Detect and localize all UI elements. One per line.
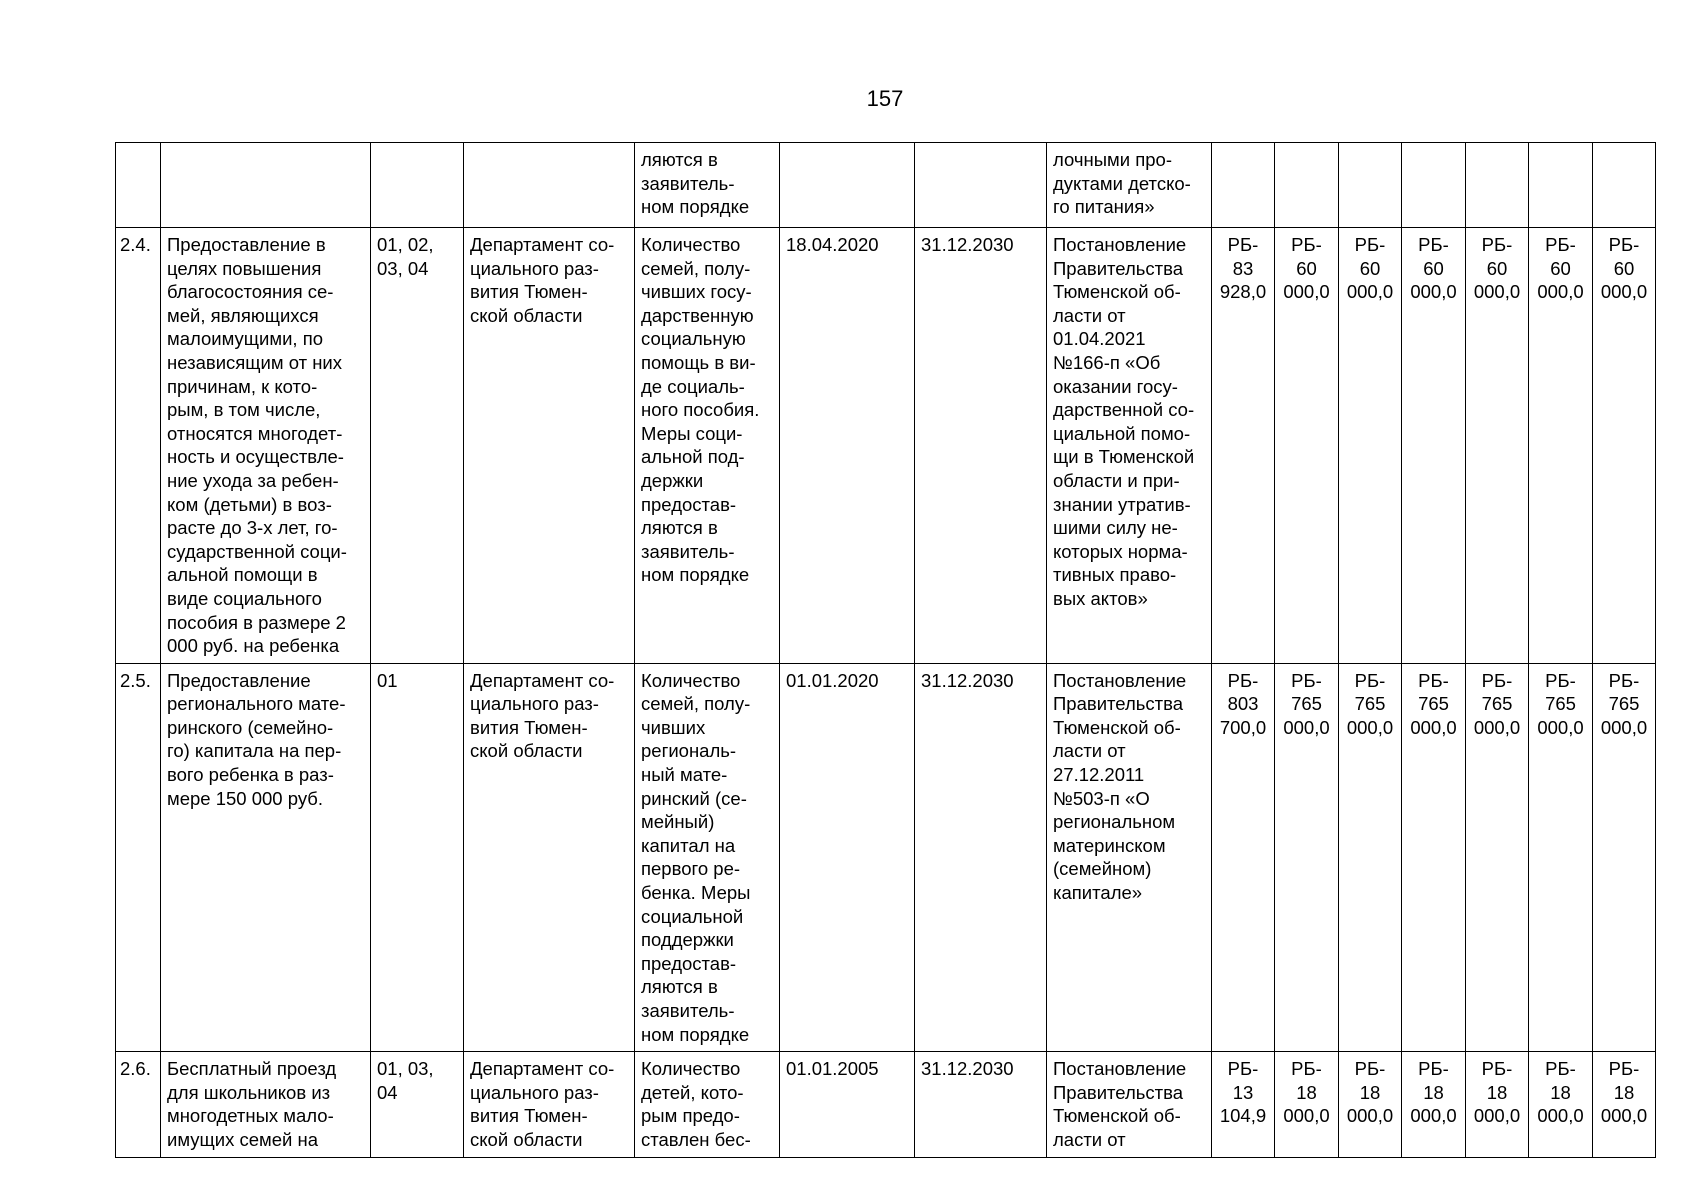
amount-line: 000,0 xyxy=(1346,1105,1394,1127)
measure-name-line: расте до 3-х лет, го- xyxy=(167,517,338,539)
indicator-line: рым предо- xyxy=(641,1105,740,1127)
amount-cell xyxy=(1275,1052,1339,1157)
amount-line: 000,0 xyxy=(1537,716,1584,738)
amount-line: 000,0 xyxy=(1600,1105,1648,1127)
measure-name-line: 000 руб. на ребенка xyxy=(167,635,340,657)
legal-act-line: Постановление xyxy=(1053,1058,1187,1080)
amount-line: 83 xyxy=(1232,257,1254,279)
amount-line: 000,0 xyxy=(1283,1105,1330,1127)
measure-name-line: благосостояния се- xyxy=(167,281,334,303)
amount-line: 765 xyxy=(1418,693,1449,715)
indicator-line: ного пособия. xyxy=(641,399,760,421)
executor-line: ской области xyxy=(470,304,583,326)
indicator-line: семей, полу- xyxy=(641,693,751,715)
legal-act-line: капитале» xyxy=(1053,882,1143,904)
amount-line: 000,0 xyxy=(1346,281,1394,303)
amount-cell xyxy=(1529,143,1593,228)
indicator-line: детей, кото- xyxy=(641,1081,744,1103)
amount-line: РБ- xyxy=(1481,669,1513,691)
executor-line: вития Тюмен- xyxy=(470,716,588,738)
amount-line: РБ- xyxy=(1608,234,1640,255)
indicator-cell xyxy=(635,228,780,664)
amount-line: 13 xyxy=(1232,1081,1254,1103)
amount-line: 803 xyxy=(1227,693,1259,715)
row-number-cell xyxy=(116,143,161,228)
indicator-line: ляются в xyxy=(641,149,718,170)
measure-name-line: многодетных мало- xyxy=(167,1105,334,1127)
legal-act-line: дарственной со- xyxy=(1053,399,1195,421)
codes-cell xyxy=(371,663,464,1052)
end-date-cell: 31.12.2030 xyxy=(915,228,1047,664)
codes-line: 03, 04 xyxy=(377,257,429,279)
indicator-line: ляются в xyxy=(641,976,718,998)
amount-line: РБ- xyxy=(1227,1058,1259,1080)
legal-act-line: области и при- xyxy=(1053,469,1180,491)
amount-cell xyxy=(1275,143,1339,228)
amount-cell xyxy=(1212,663,1275,1052)
legal-act-line: лочными про- xyxy=(1053,149,1172,170)
measure-name-line: Предоставление в xyxy=(167,234,326,255)
indicator-line: заявитель- xyxy=(641,172,735,194)
measures-table xyxy=(115,142,1656,1158)
legal-act-line: циальной помо- xyxy=(1053,422,1191,444)
legal-act-line: Правительства xyxy=(1053,693,1184,715)
amount-line: 000,0 xyxy=(1410,716,1457,738)
start-date-cell: 18.04.2020 xyxy=(780,228,915,664)
amount-cell xyxy=(1529,1052,1593,1157)
measure-name-line: ность и осуществле- xyxy=(167,446,344,468)
indicator-line: семей, полу- xyxy=(641,257,751,279)
amount-cell xyxy=(1466,228,1529,664)
legal-act-cell xyxy=(1047,143,1212,228)
measure-name-line: рым, в том числе, xyxy=(167,399,321,421)
amount-cell xyxy=(1402,228,1466,664)
legal-act-line: ласти от xyxy=(1053,304,1126,326)
amount-line: 18 xyxy=(1613,1081,1635,1103)
amount-cell xyxy=(1212,228,1275,664)
measure-name-line: ком (детьми) в воз- xyxy=(167,493,332,515)
amount-line: 000,0 xyxy=(1410,1105,1457,1127)
indicator-line: заявитель- xyxy=(641,540,735,562)
indicator-line: ном порядке xyxy=(641,196,750,218)
amount-cell xyxy=(1466,663,1529,1052)
executor-line: циального раз- xyxy=(470,693,599,715)
legal-act-line: Тюменской об- xyxy=(1053,281,1181,303)
amount-line: 928,0 xyxy=(1219,281,1267,303)
legal-act-line: Тюменской об- xyxy=(1053,1105,1181,1127)
indicator-line: поддержки xyxy=(641,929,734,951)
indicator-line: социальную xyxy=(641,328,746,350)
measure-name-line: пособия в размере 2 xyxy=(167,611,346,633)
measure-name-line: альной помощи в xyxy=(167,564,318,586)
codes-cell xyxy=(371,228,464,664)
executor-cell xyxy=(464,143,635,228)
indicator-cell xyxy=(635,143,780,228)
amount-line: 60 xyxy=(1359,257,1381,279)
amount-cell xyxy=(1466,1052,1529,1157)
executor-line: ской области xyxy=(470,1128,583,1150)
measure-name-line: малоимущими, по xyxy=(167,328,324,350)
amount-line: 000,0 xyxy=(1283,716,1330,738)
amount-line: РБ- xyxy=(1545,669,1576,691)
indicator-line: де социаль- xyxy=(641,375,745,397)
measure-name-line: относятся многодет- xyxy=(167,422,343,444)
amount-line: 700,0 xyxy=(1219,716,1267,738)
indicator-line: ляются в xyxy=(641,517,718,539)
amount-line: 104,9 xyxy=(1219,1105,1267,1127)
legal-act-line: №166-п «Об xyxy=(1053,351,1161,373)
executor-line: циального раз- xyxy=(470,257,599,279)
legal-act-line: ласти от xyxy=(1053,1128,1126,1150)
legal-act-cell xyxy=(1047,228,1212,664)
legal-act-line: которых норма- xyxy=(1053,540,1188,562)
amount-line: 765 xyxy=(1608,693,1640,715)
amount-line: 000,0 xyxy=(1537,1105,1584,1127)
amount-line: 60 xyxy=(1423,257,1444,279)
indicator-line: бенка. Меры xyxy=(641,882,751,904)
amount-line: РБ- xyxy=(1608,1058,1640,1080)
indicator-line: ном порядке xyxy=(641,1023,750,1045)
start-date-cell: 01.01.2005 xyxy=(780,1052,915,1157)
indicator-line: предостав- xyxy=(641,952,737,974)
legal-act-line: тивных право- xyxy=(1053,564,1177,586)
measure-name-cell xyxy=(161,143,371,228)
amount-line: РБ- xyxy=(1608,669,1640,691)
legal-act-line: Правительства xyxy=(1053,257,1184,279)
indicator-line: региональ- xyxy=(641,740,737,762)
table-row xyxy=(116,1052,1656,1157)
indicator-line: дарственную xyxy=(641,304,754,326)
executor-line: ской области xyxy=(470,740,583,762)
indicator-line: Количество xyxy=(641,669,741,691)
amount-line: 18 xyxy=(1359,1081,1381,1103)
legal-act-line: го питания» xyxy=(1053,196,1155,218)
amount-cell xyxy=(1275,663,1339,1052)
legal-act-cell xyxy=(1047,663,1212,1052)
measure-name-line: го) капитала на пер- xyxy=(167,740,342,762)
measure-name-line: виде социального xyxy=(167,587,322,609)
legal-act-line: шими силу не- xyxy=(1053,517,1178,539)
executor-line: циального раз- xyxy=(470,1081,599,1103)
end-date-cell xyxy=(915,143,1047,228)
amount-cell xyxy=(1212,1052,1275,1157)
executor-line: вития Тюмен- xyxy=(470,1105,588,1127)
measure-name-line: имущих семей на xyxy=(167,1128,318,1150)
legal-act-line: Постановление xyxy=(1053,234,1187,255)
amount-line: 60 xyxy=(1550,257,1571,279)
start-date-cell xyxy=(780,143,915,228)
measure-name-line: мере 150 000 руб. xyxy=(167,787,324,809)
amount-line: 000,0 xyxy=(1473,1105,1521,1127)
measure-name-line: вого ребенка в раз- xyxy=(167,764,334,786)
amount-line: РБ- xyxy=(1545,234,1576,255)
amount-line: 765 xyxy=(1291,693,1322,715)
measure-name-line: мей, являющихся xyxy=(167,304,319,326)
indicator-line: ном порядке xyxy=(641,564,750,586)
amount-line: РБ- xyxy=(1354,234,1386,255)
table-row xyxy=(116,143,1656,228)
amount-line: РБ- xyxy=(1291,669,1322,691)
amount-line: РБ- xyxy=(1227,669,1259,691)
legal-act-line: Тюменской об- xyxy=(1053,716,1181,738)
legal-act-line: №503-п «О xyxy=(1053,787,1150,809)
measure-name-line: Бесплатный проезд xyxy=(167,1058,337,1080)
measure-name-cell xyxy=(161,228,371,664)
amount-line: РБ- xyxy=(1418,669,1449,691)
legal-act-line: дуктами детско- xyxy=(1053,172,1191,194)
legal-act-line: Постановление xyxy=(1053,669,1187,691)
measure-name-line: независящим от них xyxy=(167,351,343,373)
executor-line: вития Тюмен- xyxy=(470,281,588,303)
amount-line: РБ- xyxy=(1227,234,1259,255)
measure-name-line: целях повышения xyxy=(167,257,322,279)
measure-name-cell xyxy=(161,1052,371,1157)
table-row xyxy=(116,228,1656,664)
amount-line: 000,0 xyxy=(1473,716,1521,738)
legal-act-line: Правительства xyxy=(1053,1081,1184,1103)
amount-line: РБ- xyxy=(1418,234,1449,255)
executor-cell xyxy=(464,228,635,664)
amount-cell xyxy=(1339,143,1402,228)
measure-name-line: причинам, к кото- xyxy=(167,375,318,397)
amount-line: 000,0 xyxy=(1410,281,1457,303)
codes-line: 01, 02, xyxy=(377,234,434,255)
amount-line: 18 xyxy=(1550,1081,1571,1103)
amount-line: РБ- xyxy=(1481,234,1513,255)
codes-cell xyxy=(371,143,464,228)
indicator-line: ринский (се- xyxy=(641,787,747,809)
legal-act-line: 01.04.2021 xyxy=(1053,328,1146,350)
page-number: 157 xyxy=(866,86,904,111)
indicator-line: чивших xyxy=(641,716,706,738)
executor-line: Департамент со- xyxy=(470,669,615,691)
codes-line: 01, 03, xyxy=(377,1058,434,1080)
executor-line: Департамент со- xyxy=(470,234,615,255)
codes-line: 01 xyxy=(377,669,398,691)
amount-line: 18 xyxy=(1423,1081,1444,1103)
row-number-cell: 2.5. xyxy=(116,663,161,1052)
legal-act-line: знании утратив- xyxy=(1053,493,1191,515)
row-number-cell: 2.4. xyxy=(116,228,161,664)
indicator-line: ный мате- xyxy=(641,764,728,786)
amount-cell xyxy=(1339,1052,1402,1157)
indicator-line: предостав- xyxy=(641,493,737,515)
row-number-cell: 2.6. xyxy=(116,1052,161,1157)
legal-act-line: ласти от xyxy=(1053,740,1126,762)
indicator-line: держки xyxy=(641,469,704,491)
amount-line: 000,0 xyxy=(1346,716,1394,738)
amount-line: РБ- xyxy=(1354,669,1386,691)
legal-act-line: щи в Тюменской xyxy=(1053,446,1195,468)
amount-line: 000,0 xyxy=(1537,281,1584,303)
indicator-line: альной под- xyxy=(641,446,745,468)
indicator-line: чивших госу- xyxy=(641,281,752,303)
amount-cell xyxy=(1402,1052,1466,1157)
executor-cell xyxy=(464,1052,635,1157)
amount-line: РБ- xyxy=(1418,1058,1449,1080)
amount-line: 000,0 xyxy=(1473,281,1521,303)
indicator-line: социальной xyxy=(641,905,744,927)
indicator-line: помощь в ви- xyxy=(641,351,756,373)
amount-cell xyxy=(1339,663,1402,1052)
measure-name-line: регионального мате- xyxy=(167,693,346,715)
amount-line: РБ- xyxy=(1354,1058,1386,1080)
amount-line: 60 xyxy=(1613,257,1635,279)
amount-cell xyxy=(1339,228,1402,664)
executor-cell xyxy=(464,663,635,1052)
start-date-cell: 01.01.2020 xyxy=(780,663,915,1052)
amount-line: 000,0 xyxy=(1600,281,1648,303)
amount-cell xyxy=(1466,143,1529,228)
amount-line: 60 xyxy=(1296,257,1317,279)
measure-name-line: для школьников из xyxy=(167,1081,331,1103)
amount-line: РБ- xyxy=(1291,234,1322,255)
end-date-cell: 31.12.2030 xyxy=(915,663,1047,1052)
indicator-line: мейный) xyxy=(641,811,715,833)
indicator-cell xyxy=(635,663,780,1052)
amount-line: РБ- xyxy=(1291,1058,1322,1080)
end-date-cell: 31.12.2030 xyxy=(915,1052,1047,1157)
legal-act-line: 27.12.2011 xyxy=(1053,764,1145,786)
amount-line: РБ- xyxy=(1545,1058,1576,1080)
measure-name-line: ринского (семейно- xyxy=(167,716,334,738)
amount-line: 765 xyxy=(1545,693,1576,715)
legal-act-line: оказании госу- xyxy=(1053,375,1178,397)
amount-line: 000,0 xyxy=(1600,716,1648,738)
amount-line: РБ- xyxy=(1481,1058,1513,1080)
indicator-line: Количество xyxy=(641,1058,741,1080)
legal-act-line: региональном xyxy=(1053,811,1176,833)
legal-act-line: вых актов» xyxy=(1053,587,1148,609)
indicator-cell xyxy=(635,1052,780,1157)
measure-name-line: ние ухода за ребен- xyxy=(167,469,339,491)
indicator-line: ставлен бес- xyxy=(641,1128,751,1150)
amount-line: 60 xyxy=(1486,257,1508,279)
measure-name-line: сударственной соци- xyxy=(167,540,347,562)
amount-cell xyxy=(1275,228,1339,664)
amount-line: 765 xyxy=(1481,693,1513,715)
table-row xyxy=(116,663,1656,1052)
indicator-line: Меры соци- xyxy=(641,422,743,444)
executor-line: Департамент со- xyxy=(470,1058,615,1080)
legal-act-line: материнском xyxy=(1053,834,1166,856)
amount-cell xyxy=(1402,663,1466,1052)
amount-cell xyxy=(1529,228,1593,664)
legal-act-line: (семейном) xyxy=(1053,858,1152,880)
indicator-line: капитал на xyxy=(641,834,736,856)
codes-line: 04 xyxy=(377,1081,398,1103)
measure-name-cell xyxy=(161,663,371,1052)
legal-act-cell xyxy=(1047,1052,1212,1157)
amount-line: 18 xyxy=(1486,1081,1508,1103)
amount-cell xyxy=(1212,143,1275,228)
amount-cell xyxy=(1593,143,1656,228)
amount-cell xyxy=(1402,143,1466,228)
indicator-line: Количество xyxy=(641,234,741,255)
indicator-line: заявитель- xyxy=(641,1000,735,1021)
codes-cell xyxy=(371,1052,464,1157)
amount-line: 000,0 xyxy=(1283,281,1330,303)
amount-cell xyxy=(1593,1052,1656,1157)
amount-line: 18 xyxy=(1296,1081,1317,1103)
measure-name-line: Предоставление xyxy=(167,669,311,691)
amount-cell xyxy=(1593,663,1656,1052)
amount-cell xyxy=(1529,663,1593,1052)
amount-line: 765 xyxy=(1354,693,1386,715)
indicator-line: первого ре- xyxy=(641,858,741,880)
amount-cell xyxy=(1593,228,1656,664)
